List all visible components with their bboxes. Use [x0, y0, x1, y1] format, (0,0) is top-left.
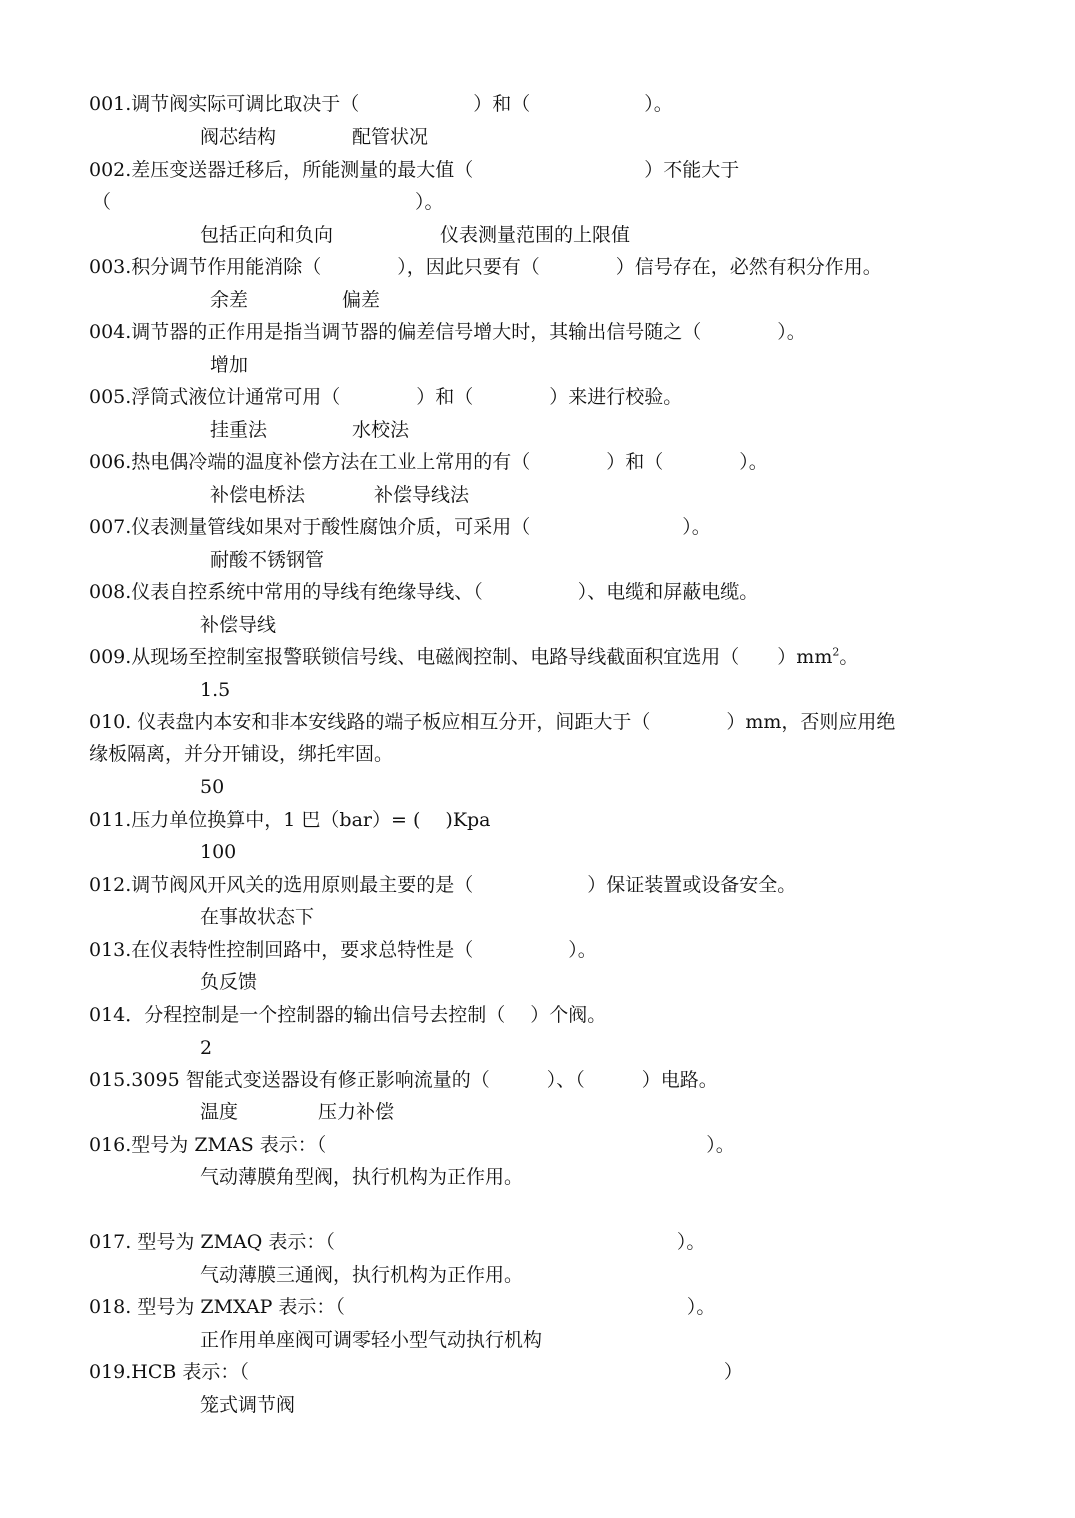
- answer-002-1: 包括正向和负向: [200, 224, 334, 246]
- question-003: 003.积分调节作用能消除（ ），因此只要有（ ）信号存在，必然有积分作用。: [89, 256, 882, 278]
- question-018: 018. 型号为 ZMXAP 表示：（ ）。: [89, 1296, 716, 1318]
- answer-012-1: 在事故状态下: [200, 906, 315, 928]
- question-004: 004.调节器的正作用是指当调节器的偏差信号增大时，其输出信号随之（ ）。: [89, 321, 806, 343]
- answer-001-2: 配管状况: [352, 126, 429, 148]
- answer-016-1: 气动薄膜角型阀，执行机构为正作用。: [200, 1166, 524, 1188]
- question-009-tail: 。: [839, 646, 859, 668]
- answer-005-1: 挂重法: [210, 419, 268, 441]
- answer-013-1: 负反馈: [200, 971, 258, 993]
- answer-015-1: 温度: [200, 1101, 239, 1123]
- answer-006-1: 补偿电桥法: [210, 484, 306, 506]
- answer-019-1: 笼式调节阀: [200, 1394, 296, 1416]
- answer-008-1: 补偿导线: [200, 614, 277, 636]
- question-019: 019.HCB 表示：（ ）: [89, 1361, 743, 1383]
- question-005: 005.浮筒式液位计通常可用（ ）和（ ）来进行校验。: [89, 386, 683, 408]
- question-009-text: 009.从现场至控制室报警联锁信号线、电磁阀控制、电路导线截面积宜选用（ ）mm: [89, 646, 833, 668]
- question-015: 015.3095 智能式变送器设有修正影响流量的（ ）、（ ）电路。: [89, 1069, 718, 1091]
- question-017: 017. 型号为 ZMAQ 表示：（ ）。: [89, 1231, 706, 1253]
- question-009: [89, 645, 858, 669]
- answer-006-2: 补偿导线法: [374, 484, 470, 506]
- question-012: 012.调节阀风开风关的选用原则最主要的是（ ）保证装置或设备安全。: [89, 874, 797, 896]
- question-001: 001.调节阀实际可调比取决于（ ）和（ ）。: [89, 93, 673, 115]
- answer-015-2: 压力补偿: [318, 1101, 395, 1123]
- question-016: 016.型号为 ZMAS 表示：（ ）。: [89, 1134, 735, 1156]
- question-010-line2: 缘板隔离，并分开铺设，绑托牢固。: [89, 743, 394, 765]
- answer-014-1: 2: [200, 1037, 213, 1059]
- answer-004-1: 增加: [210, 354, 249, 376]
- question-002: 002.差压变送器迁移后，所能测量的最大值（ ）不能大于: [89, 159, 740, 181]
- answer-007-1: 耐酸不锈钢管: [210, 549, 325, 571]
- question-013: 013.在仪表特性控制回路中，要求总特性是（ ）。: [89, 939, 597, 961]
- answer-003-2: 偏差: [342, 289, 381, 311]
- answer-005-2: 水校法: [352, 419, 410, 441]
- question-010: 010. 仪表盘内本安和非本安线路的端子板应相互分开，间距大于（ ）mm，否则应用绝: [89, 711, 896, 733]
- question-014: 014．分程控制是一个控制器的输出信号去控制（ ）个阀。: [89, 1004, 607, 1026]
- question-011: 011.压力单位换算中，1 巴（bar）= ( )Kpa: [89, 809, 491, 831]
- answer-018-1: 正作用单座阀可调零轻小型气动执行机构: [200, 1329, 543, 1351]
- answer-017-1: 气动薄膜三通阀，执行机构为正作用。: [200, 1264, 524, 1286]
- answer-010-1: 50: [200, 776, 225, 798]
- answer-003-1: 余差: [210, 289, 249, 311]
- answer-011-1: 100: [200, 841, 237, 863]
- answer-002-2: 仪表测量范围的上限值: [440, 224, 631, 246]
- question-002-line2: （ ）。: [92, 191, 444, 213]
- question-006: 006.热电偶冷端的温度补偿方法在工业上常用的有（ ）和（ ）。: [89, 451, 768, 473]
- answer-001-1: 阀芯结构: [200, 126, 277, 148]
- question-007: 007.仪表测量管线如果对于酸性腐蚀介质，可采用（ ）。: [89, 516, 711, 538]
- answer-009-1: 1.5: [200, 679, 231, 701]
- superscript-2: 2: [832, 645, 840, 659]
- question-008: 008.仪表自控系统中常用的导线有绝缘导线、（ ）、电缆和屏蔽电缆。: [89, 581, 759, 603]
